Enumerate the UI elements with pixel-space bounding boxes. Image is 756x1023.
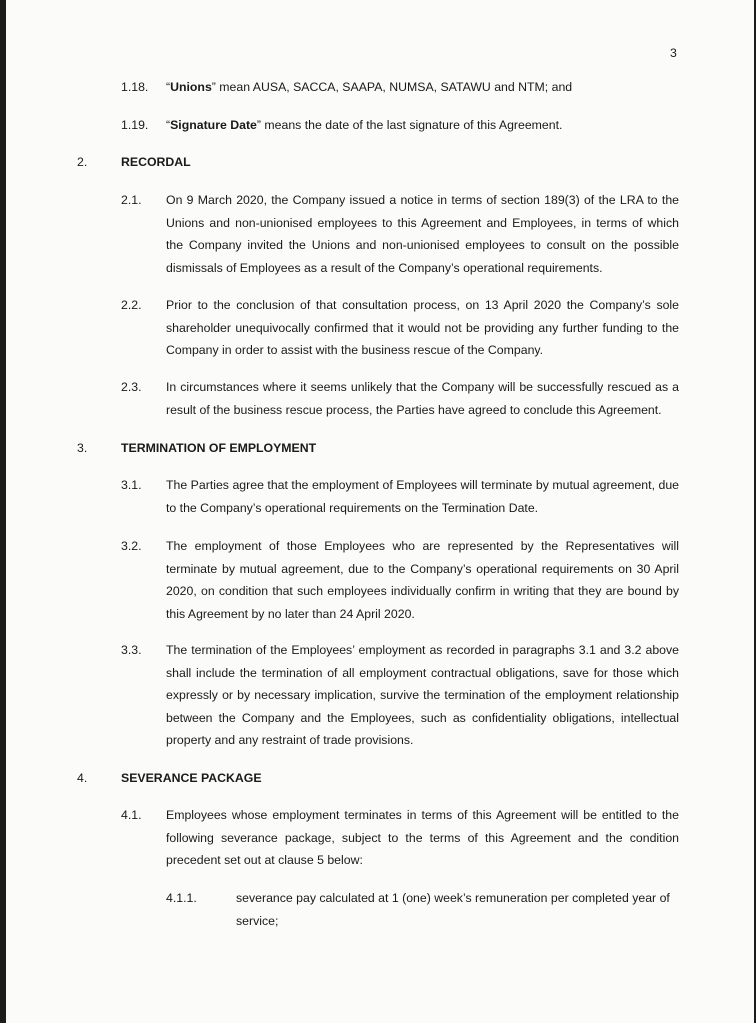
clause-number: 2.2.	[121, 298, 142, 312]
clause-4-1	[166, 808, 679, 876]
clause-3-2	[166, 539, 679, 629]
clause-number: 3.2.	[121, 539, 142, 553]
defined-term: Signature Date	[170, 118, 257, 132]
text-line: severance pay calculated at 1 (one) week’s remuneration per completed year of	[236, 891, 670, 905]
clause-number: 3.3.	[121, 643, 142, 657]
clause-number: 3.1.	[121, 478, 142, 492]
text-line: service;	[236, 913, 279, 928]
text-line: shall include the termination of all employment contractual obligations, save for those which	[166, 665, 679, 680]
text-line: Company in order to assist with the business rescue of the Company.	[166, 343, 544, 358]
section-heading-termination: TERMINATION OF EMPLOYMENT	[121, 441, 317, 455]
clause-2-1	[166, 193, 679, 283]
section-heading-recordal: RECORDAL	[121, 155, 191, 169]
clause-number: 4.1.	[121, 808, 142, 822]
definition-unions: “Unions” mean AUSA, SACCA, SAAPA, NUMSA, SATAWU and NTM; and	[166, 80, 573, 94]
clause-2-2	[166, 298, 679, 366]
definition-signature-date: “Signature Date” means the date of the last signature of this Agreement.	[166, 118, 563, 132]
text-line: result of the business rescue process, the Parties have agreed to conclude this Agreement.	[166, 402, 662, 417]
text-line: The termination of the Employees’ employment as recorded in paragraphs 3.1 and 3.2 above	[166, 643, 679, 657]
clause-number: 1.19.	[121, 118, 149, 132]
document-page	[6, 0, 754, 1023]
section-heading-severance: SEVERANCE PACKAGE	[121, 771, 262, 785]
text-line: terminate by mutual agreement, due to the Company’s operational requirements on 30 April	[166, 561, 679, 576]
text-line: Unions and non-unionised employees to this Agreement and Employees, in terms of which	[166, 215, 679, 230]
definition-text: ” mean AUSA, SACCA, SAAPA, NUMSA, SATAWU and NTM; and	[211, 80, 573, 94]
clause-3-1	[166, 478, 679, 523]
text-line: precedent set out at clause 5 below:	[166, 853, 363, 868]
section-number: 4.	[77, 771, 88, 785]
text-line: between the Company and the Employees, such as confidentiality obligations, intellectual	[166, 710, 679, 725]
subclause-number: 4.1.1.	[166, 891, 197, 905]
text-line: this Agreement by no later than 24 April 2020.	[166, 606, 415, 621]
clause-number: 1.18.	[121, 80, 149, 94]
text-line: Employees whose employment terminates in terms of this Agreement will be entitled to the	[166, 808, 679, 822]
text-line: shareholder unequivocally confirmed that it would not be providing any further funding to the	[166, 320, 679, 335]
text-line: property and any restraint of trade provisions.	[166, 733, 414, 748]
text-line: Prior to the conclusion of that consultation process, on 13 April 2020 the Company’s sole	[166, 298, 679, 312]
text-line: expressly or by necessary implication, survive the termination of the employment relationship	[166, 688, 679, 703]
definition-text: ” means the date of the last signature of this Agreement.	[256, 118, 563, 132]
text-line: the Company invited the Unions and non-unionised employees to consult on the possible	[166, 238, 679, 253]
defined-term: Unions	[170, 80, 212, 94]
text-line: following severance package, subject to the terms of this Agreement and the condition	[166, 830, 679, 845]
clause-2-3	[166, 380, 679, 425]
page-number: 3	[670, 46, 677, 60]
text-line: The employment of those Employees who are represented by the Representatives will	[166, 539, 679, 553]
clause-number: 2.3.	[121, 380, 142, 394]
section-number: 2.	[77, 155, 88, 169]
text-line: dismissals of Employees as a result of the Company’s operational requirements.	[166, 260, 603, 275]
clause-4-1-1	[236, 891, 681, 936]
section-number: 3.	[77, 441, 88, 455]
text-line: to the Company’s operational requirements on the Termination Date.	[166, 500, 539, 515]
text-line: On 9 March 2020, the Company issued a notice in terms of section 189(3) of the LRA to the	[166, 193, 679, 207]
text-line: The Parties agree that the employment of Employees will terminate by mutual agreement, due	[166, 478, 679, 492]
clause-3-3	[166, 643, 679, 756]
text-line: 2020, on condition that such employees individually confirm in writing that they are bound by	[166, 584, 679, 599]
clause-number: 2.1.	[121, 193, 142, 207]
text-line: In circumstances where it seems unlikely that the Company will be successfully rescued as a	[166, 380, 679, 394]
